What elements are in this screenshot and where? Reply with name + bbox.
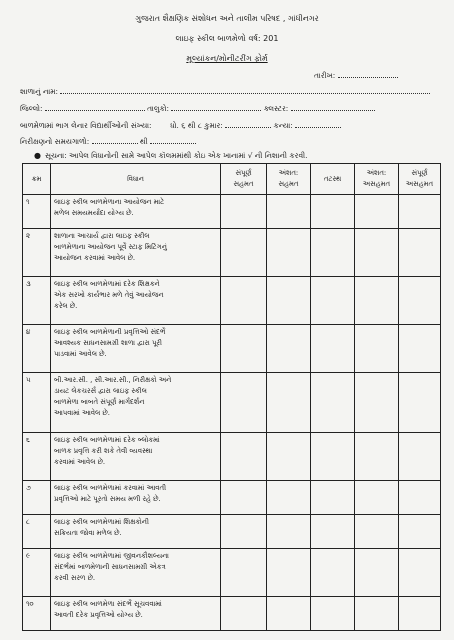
date-blank: [338, 70, 398, 78]
check-cell[interactable]: [221, 373, 267, 433]
statement-cell: લાઇફ સ્કીલ બાળમેળામાં કરવામાં આવતી પ્રવૃત્તિઓ માટે પૂરતો સમય મળી રહે છે.: [51, 481, 221, 515]
district-label: જિલ્લો:: [20, 104, 43, 113]
girls-label: કન્યા:: [273, 121, 293, 130]
check-cell[interactable]: [355, 597, 399, 631]
statement-cell: લાઇફ સ્કીલ બાળમેળામાં દરેક બ્લોકમાં બાળક પ્રવૃત્તિ કરી શકે તેવી વ્યવસ્થા કરવામાં આવેલ છે.: [51, 433, 221, 481]
header-partly-disagree: અંશત: અસહમત: [355, 164, 399, 195]
boys-blank[interactable]: [225, 120, 271, 128]
time-label: નિરીક્ષણનો સમયગાળો:: [20, 137, 90, 146]
check-cell[interactable]: [311, 325, 355, 373]
check-cell[interactable]: [221, 549, 267, 597]
header-form-title: મૂલ્યાંકન/મોનીટરીંગ ફોર્મ: [186, 54, 268, 63]
date-label: તારીખ:: [314, 71, 336, 80]
check-cell[interactable]: [399, 549, 441, 597]
check-cell[interactable]: [221, 195, 267, 229]
students-row: [20, 120, 341, 131]
check-cell[interactable]: [221, 325, 267, 373]
check-cell[interactable]: [311, 549, 355, 597]
school-label: શાળાનું નામ:: [20, 87, 58, 96]
check-cell[interactable]: [221, 229, 267, 277]
table-row: ૧ લાઇફ સ્કીલ બાળમેળાના આયોજન માટે મળેલ સમયમર્યાદા યોગ્ય છે.: [23, 195, 441, 229]
check-cell[interactable]: [267, 549, 311, 597]
header-neutral: તટસ્થ: [311, 164, 355, 195]
check-cell[interactable]: [311, 277, 355, 325]
check-cell[interactable]: [311, 229, 355, 277]
check-cell[interactable]: [267, 433, 311, 481]
from-label: થી: [139, 137, 148, 146]
check-cell[interactable]: [311, 597, 355, 631]
students-label: બાળમેળામાં ભાગ લેનાર વિદ્યાર્થીઓની સંખ્યા:: [20, 121, 152, 130]
table-row: ૯ લાઇફ સ્કીલ બાળમેળામાં જીવનકૌશલ્યના સંદર્ભમાં બાળમેળાની સાધનસામગ્રી એકત્ર કરવી સરળ છે.: [23, 549, 441, 597]
check-cell[interactable]: [355, 195, 399, 229]
check-cell[interactable]: [267, 325, 311, 373]
cluster-label: ક્લસ્ટર:: [263, 104, 289, 113]
district-blank[interactable]: [45, 103, 145, 111]
header-num: ક્રમ: [23, 164, 51, 195]
statement-cell: લાઇફ સ્કીલ બાળમેળા સંદર્ભે સૂચવવામાં આવતી દરેક પ્રવૃત્તિઓ યોગ્ય છે.: [51, 597, 221, 631]
check-cell[interactable]: [399, 229, 441, 277]
table-row: ૧૦ લાઇફ સ્કીલ બાળમેળા સંદર્ભે સૂચવવામાં આવતી દરેક પ્રવૃત્તિઓ યોગ્ય છે.: [23, 597, 441, 631]
check-cell[interactable]: [399, 277, 441, 325]
header-fully-agree: સંપૂર્ણ સહમત: [221, 164, 267, 195]
statement-cell: લાઇફ સ્કીલ બાળમેળાની પ્રવૃત્તિઓ સંદર્ભે આવશ્યક સાધનસામગ્રી શાળા દ્વારા પૂરી પાડવામાં આવેલ છે.: [51, 325, 221, 373]
check-cell[interactable]: [355, 325, 399, 373]
table-row: ૬ લાઇફ સ્કીલ બાળમેળામાં દરેક બ્લોકમાં બાળક પ્રવૃત્તિ કરી શકે તેવી વ્યવસ્થા કરવામાં આવેલ છે.: [23, 433, 441, 481]
check-cell[interactable]: [267, 515, 311, 549]
table-row: ૩ લાઇફ સ્કીલ બાળમેળામાં દરેક શિક્ષકને એક સરખો કાર્યભાર મળે તેવું આયોજન કરેલ છે.: [23, 277, 441, 325]
check-cell[interactable]: [399, 373, 441, 433]
table-header-row: [23, 164, 441, 195]
location-row: [20, 103, 375, 114]
header-institution: ગુજરાત શૈક્ષણિક સંશોધન અને તાલીમ પરિષદ , ગાંધીનગર: [135, 14, 319, 23]
check-cell[interactable]: [399, 195, 441, 229]
table-row: ૭ લાઇફ સ્કીલ બાળમેળામાં કરવામાં આવતી પ્રવૃત્તિઓ માટે પૂરતો સમય મળી રહે છે.: [23, 481, 441, 515]
check-cell[interactable]: [399, 325, 441, 373]
taluka-blank[interactable]: [171, 103, 261, 111]
statement-cell: લાઇફ સ્કીલ બાળમેળામાં દરેક શિક્ષકને એક સરખો કાર્યભાર મળે તેવું આયોજન કરેલ છે.: [51, 277, 221, 325]
check-cell[interactable]: [355, 433, 399, 481]
check-cell[interactable]: [399, 433, 441, 481]
evaluation-table: [22, 163, 441, 631]
statement-cell: લાઇફ સ્કીલ બાળમેળાના આયોજન માટે મળેલ સમયમર્યાદા યોગ્ય છે.: [51, 195, 221, 229]
instruction-text: સૂચના: આપેલ વિધાનોની સામે આપેલ કૉલમમાંથી કોઇ એક ખાનામાં √ ની નિશાની કરવી.: [44, 151, 308, 160]
header-statement: વિધાન: [51, 164, 221, 195]
check-cell[interactable]: [221, 481, 267, 515]
bullet-icon: ●: [34, 151, 41, 160]
check-cell[interactable]: [355, 515, 399, 549]
cluster-blank[interactable]: [291, 103, 375, 111]
check-cell[interactable]: [267, 373, 311, 433]
check-cell[interactable]: [267, 481, 311, 515]
check-cell[interactable]: [311, 481, 355, 515]
check-cell[interactable]: [399, 481, 441, 515]
check-cell[interactable]: [267, 229, 311, 277]
check-cell[interactable]: [355, 549, 399, 597]
check-cell[interactable]: [221, 277, 267, 325]
check-cell[interactable]: [311, 195, 355, 229]
check-cell[interactable]: [311, 515, 355, 549]
table-row: ૫ બી.આર.સી. , સી.આર.સી., નિરીક્ષકો અને ડાયટ લેકચરર્સ દ્વારા લાઇફ સ્કીલ બાળમેળા બાબતે સંપૂર્ણ માર્ગદર્શન આપવામાં આવેલ છે.: [23, 373, 441, 433]
girls-blank[interactable]: [295, 120, 341, 128]
header-program: લાઇફ સ્કીલ બાળમેળો વર્ષ: 201: [175, 34, 279, 43]
check-cell[interactable]: [355, 277, 399, 325]
check-cell[interactable]: [355, 229, 399, 277]
check-cell[interactable]: [221, 433, 267, 481]
table-row: ૪ લાઇફ સ્કીલ બાળમેળાની પ્રવૃત્તિઓ સંદર્ભે આવશ્યક સાધનસામગ્રી શાળા દ્વારા પૂરી પાડવામાં આવેલ છે.: [23, 325, 441, 373]
time-row: [20, 136, 196, 147]
std-label: ધો. ૬ થી ૮ કુમાર:: [170, 121, 223, 130]
school-blank: [60, 86, 430, 94]
check-cell[interactable]: [399, 515, 441, 549]
time-to-blank[interactable]: [150, 136, 196, 144]
statement-cell: લાઇફ સ્કીલ બાળમેળામાં શિક્ષકોની સક્રિયતા જોવા મળેલ છે.: [51, 515, 221, 549]
table-row: ૮ લાઇફ સ્કીલ બાળમેળામાં શિક્ષકોની સક્રિયતા જોવા મળેલ છે.: [23, 515, 441, 549]
date-field[interactable]: [314, 70, 398, 81]
check-cell[interactable]: [221, 597, 267, 631]
check-cell[interactable]: [311, 373, 355, 433]
header-fully-disagree: સંપૂર્ણ અસહમત: [399, 164, 441, 195]
time-from-blank[interactable]: [92, 136, 138, 144]
check-cell[interactable]: [267, 195, 311, 229]
check-cell[interactable]: [267, 597, 311, 631]
statement-cell: બી.આર.સી. , સી.આર.સી., નિરીક્ષકો અને ડાયટ લેકચરર્સ દ્વારા લાઇફ સ્કીલ બાળમેળા બાબતે સંપૂર્ણ માર્ગદર્શન આપવામાં આવેલ છે.: [51, 373, 221, 433]
school-name-field[interactable]: [20, 86, 430, 97]
check-cell[interactable]: [311, 433, 355, 481]
instruction-line: [34, 151, 308, 161]
check-cell[interactable]: [399, 597, 441, 631]
check-cell[interactable]: [221, 515, 267, 549]
taluka-label: તાલુકો:: [147, 104, 170, 113]
check-cell[interactable]: [267, 277, 311, 325]
check-cell[interactable]: [355, 481, 399, 515]
statement-cell: શાળાના આચાર્ય દ્વારા લાઇફ સ્કીલ બાળમેળાના આયોજન પૂર્વે સ્ટાફ મિટિંગનું આયોજન કરવામાં આવેલ છે.: [51, 229, 221, 277]
statement-cell: લાઇફ સ્કીલ બાળમેળામાં જીવનકૌશલ્યના સંદર્ભમાં બાળમેળાની સાધનસામગ્રી એકત્ર કરવી સરળ છે.: [51, 549, 221, 597]
check-cell[interactable]: [355, 373, 399, 433]
table-row: ૨ શાળાના આચાર્ય દ્વારા લાઇફ સ્કીલ બાળમેળાના આયોજન પૂર્વે સ્ટાફ મિટિંગનું આયોજન કરવામાં આવેલ છે.: [23, 229, 441, 277]
header-partly-agree: અંશત: સહમત: [267, 164, 311, 195]
